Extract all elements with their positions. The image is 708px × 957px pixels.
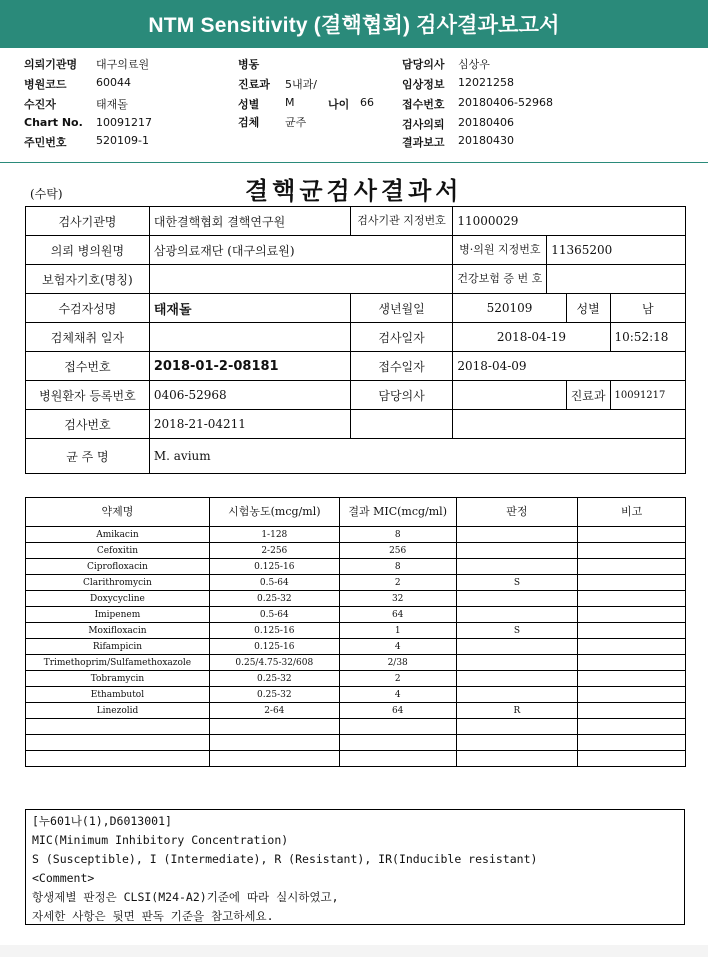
label-patient: 수진자: [24, 98, 56, 111]
mic-result: 32: [339, 591, 456, 607]
mic-result: [339, 735, 456, 751]
notes-line: [누601나(1),D6013001]: [32, 814, 172, 828]
drug-name: Amikacin: [26, 527, 210, 543]
label-age: 나이: [328, 98, 350, 111]
table-row: [26, 381, 686, 410]
label-hospital-code: 병원코드: [24, 78, 67, 91]
remarks: [578, 687, 686, 703]
table-row: [26, 294, 686, 323]
remarks: [578, 703, 686, 719]
report-title: NTM Sensitivity (결핵협회) 검사결과보고서: [148, 14, 560, 37]
health-insurance-no-value: [547, 265, 686, 294]
test-time-value: 10:52:18: [610, 323, 686, 352]
interpretation: [456, 591, 578, 607]
birth-date-label: 생년월일: [350, 294, 453, 323]
receipt-date-value: 2018-04-09: [453, 352, 686, 381]
interpretation: S: [456, 575, 578, 591]
interpretation: [456, 559, 578, 575]
remarks: [578, 575, 686, 591]
report-document: [0, 163, 708, 945]
label-clinical-info: 임상정보: [402, 78, 445, 91]
value-specimen: 균주: [285, 116, 307, 129]
label-chart-no: Chart No.: [24, 116, 83, 129]
value-attending-doctor: 심상우: [458, 58, 490, 71]
header-interpretation: 판정: [456, 498, 578, 527]
notes-line: 항생제별 판정은 CLSI(M24-A2)기준에 따라 실시하였고,: [32, 890, 339, 904]
value-resident-no: 520109-1: [96, 134, 149, 147]
remarks: [578, 527, 686, 543]
notes-line: 자세한 사항은 뒷면 판독 기준을 참고하세요.: [32, 909, 274, 923]
label-sex: 성별: [238, 98, 260, 111]
test-range: 2-64: [209, 703, 339, 719]
insurer-value: [149, 265, 453, 294]
remarks: [578, 591, 686, 607]
interpretation: R: [456, 703, 578, 719]
value-report-date: 20180430: [458, 134, 514, 147]
interpretation: [456, 687, 578, 703]
header-remarks: 비고: [578, 498, 686, 527]
test-date-label: 검사일자: [350, 323, 453, 352]
remarks: [578, 559, 686, 575]
test-no-value: 2018-21-04211: [149, 410, 350, 439]
test-date-value: 2018-04-19: [453, 323, 610, 352]
test-range: 0.25-32: [209, 671, 339, 687]
doctor-value: [453, 381, 566, 410]
table-row: [26, 719, 686, 735]
notes-line: S (Susceptible), I (Intermediate), R (Resistant), IR(Inducible resistant): [32, 852, 538, 866]
label-specimen: 검체: [238, 116, 260, 129]
label-request-date: 검사의뢰: [402, 118, 445, 131]
drug-name: Moxifloxacin: [26, 623, 210, 639]
table-row: [26, 410, 686, 439]
value-patient: 태재돌: [96, 98, 128, 111]
drug-name: Rifampicin: [26, 639, 210, 655]
interpretation: [456, 607, 578, 623]
mic-result: 256: [339, 543, 456, 559]
mic-result: 4: [339, 639, 456, 655]
remarks: [578, 543, 686, 559]
test-range: 0.5-64: [209, 575, 339, 591]
value-department: 5내과/: [285, 78, 317, 91]
hospital-no-label: 병·의원 지정번호: [453, 236, 547, 265]
table-row: [26, 236, 686, 265]
test-range: 0.25-32: [209, 687, 339, 703]
interpretation: S: [456, 623, 578, 639]
receipt-no-label: 접수번호: [26, 352, 150, 381]
drug-susceptibility-table: [25, 497, 686, 767]
table-row: [26, 735, 686, 751]
table-row: [26, 751, 686, 767]
organism-value: M. avium: [149, 439, 685, 474]
test-range: 0.125-16: [209, 559, 339, 575]
table-row: [26, 607, 686, 623]
patient-info-panel: [0, 48, 708, 163]
label-receipt-no: 접수번호: [402, 98, 445, 111]
table-row: [26, 559, 686, 575]
interpretation: [456, 719, 578, 735]
drug-name: Imipenem: [26, 607, 210, 623]
drug-name: Ethambutol: [26, 687, 210, 703]
value-hospital-code: 60044: [96, 76, 131, 89]
outsourced-tag: (수탁): [30, 187, 63, 201]
hospital-reg-no-label: 병원환자 등록번호: [26, 381, 150, 410]
table-row: [26, 543, 686, 559]
table-row: [26, 703, 686, 719]
mic-result: 2/38: [339, 655, 456, 671]
drug-name: Doxycycline: [26, 591, 210, 607]
test-range: [209, 735, 339, 751]
birth-date-value: 520109: [453, 294, 566, 323]
inst-value: 대한결핵협회 결핵연구원: [149, 207, 350, 236]
examinee-name-label: 수검자성명: [26, 294, 150, 323]
label-report-date: 결과보고: [402, 136, 445, 149]
inst-no-value: 11000029: [453, 207, 686, 236]
dept-label: 진료과: [566, 381, 610, 410]
table-row: [26, 623, 686, 639]
interpretation: [456, 639, 578, 655]
receipt-date-label: 접수일자: [350, 352, 453, 381]
notes-line: <Comment>: [32, 871, 95, 885]
hospital-reg-no-value: 0406-52968: [149, 381, 350, 410]
table-row: [26, 207, 686, 236]
interpretation: [456, 655, 578, 671]
header-test-range: 시험농도(mcg/ml): [209, 498, 339, 527]
value-age: 66: [360, 96, 374, 109]
drug-name: [26, 751, 210, 767]
label-resident-no: 주민번호: [24, 136, 67, 149]
remarks: [578, 655, 686, 671]
table-row: [26, 591, 686, 607]
interpretation: [456, 751, 578, 767]
organism-label: 균 주 명: [26, 439, 150, 474]
mic-result: 8: [339, 559, 456, 575]
mic-result: 4: [339, 687, 456, 703]
remarks: [578, 607, 686, 623]
value-receipt-no: 20180406-52968: [458, 96, 553, 109]
receipt-no-value: 2018-01-2-08181: [149, 352, 350, 381]
hospital-no-value: 11365200: [547, 236, 686, 265]
drug-name: Tobramycin: [26, 671, 210, 687]
table-row: [26, 265, 686, 294]
header-drug: 약제명: [26, 498, 210, 527]
drug-name: Cefoxitin: [26, 543, 210, 559]
drug-name: Ciprofloxacin: [26, 559, 210, 575]
remarks: [578, 735, 686, 751]
drug-name: [26, 719, 210, 735]
table-row: [26, 323, 686, 352]
label-requesting-institution: 의뢰기관명: [24, 58, 78, 71]
interpretation: [456, 527, 578, 543]
collection-date-label: 검체채취 일자: [26, 323, 150, 352]
interpretation: [456, 671, 578, 687]
remarks: [578, 719, 686, 735]
mic-result: 64: [339, 703, 456, 719]
health-insurance-no-label: 건강보험 증 번 호: [453, 265, 547, 294]
requesting-hospital-value: 삼광의료재단 (대구의료원): [149, 236, 453, 265]
drug-name: Linezolid: [26, 703, 210, 719]
empty-cell: [453, 410, 686, 439]
table-row: [26, 639, 686, 655]
value-chart-no: 10091217: [96, 116, 152, 129]
remarks: [578, 751, 686, 767]
dept-value: 10091217: [610, 381, 686, 410]
remarks: [578, 639, 686, 655]
collection-date-value: [149, 323, 350, 352]
document-title: 결핵균검사결과서: [245, 176, 463, 205]
empty-cell: [350, 410, 453, 439]
mic-result: 1: [339, 623, 456, 639]
requesting-hospital-label: 의뢰 병의원명: [26, 236, 150, 265]
notes-line: MIC(Minimum Inhibitory Concentration): [32, 833, 289, 847]
test-range: 0.5-64: [209, 607, 339, 623]
drug-name: Trimethoprim/Sulfamethoxazole: [26, 655, 210, 671]
table-row: [26, 352, 686, 381]
test-range: 0.125-16: [209, 623, 339, 639]
notes-box: [25, 809, 685, 925]
table-row: [26, 527, 686, 543]
value-clinical-info: 12021258: [458, 76, 514, 89]
test-range: [209, 751, 339, 767]
drug-name: [26, 735, 210, 751]
sex-value: 남: [610, 294, 686, 323]
test-range: 0.125-16: [209, 639, 339, 655]
value-requesting-institution: 대구의료원: [96, 58, 150, 71]
remarks: [578, 623, 686, 639]
header-mic-result: 결과 MIC(mcg/ml): [339, 498, 456, 527]
mic-result: [339, 719, 456, 735]
drug-name: Clarithromycin: [26, 575, 210, 591]
table-row: [26, 671, 686, 687]
table-row: [26, 687, 686, 703]
mic-result: [339, 751, 456, 767]
mic-result: 2: [339, 575, 456, 591]
label-attending-doctor: 담당의사: [402, 58, 445, 71]
label-department: 진료과: [238, 78, 270, 91]
insurer-label: 보험자기호(명칭): [26, 265, 150, 294]
value-sex: M: [285, 96, 295, 109]
test-no-label: 검사번호: [26, 410, 150, 439]
doctor-label: 담당의사: [350, 381, 453, 410]
report-title-bar: [0, 0, 708, 48]
sex-label: 성별: [566, 294, 610, 323]
inst-label: 검사기관명: [26, 207, 150, 236]
table-row: [26, 439, 686, 474]
mic-result: 2: [339, 671, 456, 687]
report-info-table: [25, 206, 686, 474]
remarks: [578, 671, 686, 687]
examinee-name-value: 태재돌: [149, 294, 350, 323]
label-ward: 병동: [238, 58, 260, 71]
mic-result: 8: [339, 527, 456, 543]
test-range: 0.25/4.75-32/608: [209, 655, 339, 671]
test-range: 2-256: [209, 543, 339, 559]
value-request-date: 20180406: [458, 116, 514, 129]
inst-no-label: 검사기관 지정번호: [350, 207, 453, 236]
test-range: 0.25-32: [209, 591, 339, 607]
table-row: [26, 575, 686, 591]
table-header-row: [26, 498, 686, 527]
test-range: [209, 719, 339, 735]
table-row: [26, 655, 686, 671]
interpretation: [456, 735, 578, 751]
test-range: 1-128: [209, 527, 339, 543]
interpretation: [456, 543, 578, 559]
mic-result: 64: [339, 607, 456, 623]
